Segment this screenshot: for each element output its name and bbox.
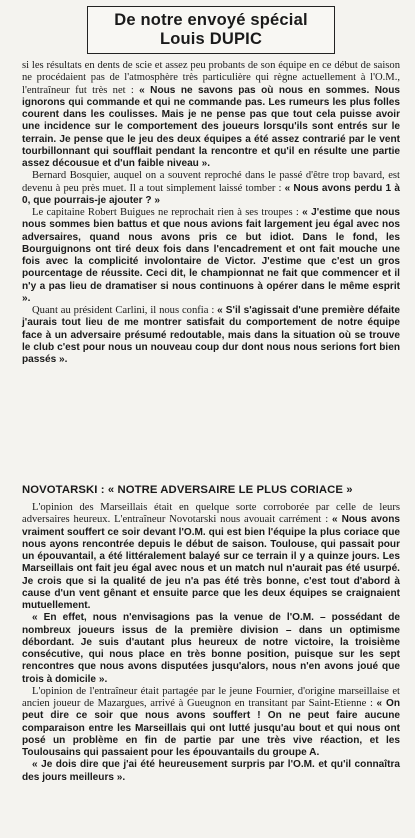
byline-title: De notre envoyé spécial	[114, 11, 308, 29]
quote-text: « On peut dire ce soir que nous avons souffert ! On ne peut faire aucune comparaison entre les Marseillais qui ont lutté jusqu'au bout et qui nous ont posé un problème en fin de partie par une très vive réaction, et les Toulousains qui passaient pour les épouvantails du groupe A.	[22, 698, 400, 758]
paragraph	[22, 207, 400, 305]
quote-text: « Je dois dire que j'ai été heureusement surpris par l'O.M. et qu'il connaîtra des jours meilleurs ».	[22, 759, 400, 783]
quote-text: « S'il s'agissait d'une première défaite j'aurais tout lieu de me montrer satisfait du comportement de notre équipe face à un adversaire présumé redoutable, mais dans la situation où se trouve le club c'est pour nous un nouveau coup dur dont nous nous serions fort bien passés ».	[22, 305, 400, 365]
paragraph	[22, 759, 400, 784]
article-section-2	[22, 502, 400, 784]
byline-author: Louis DUPIC	[159, 30, 263, 48]
paragraph-text: Le capitaine Robert Buigues ne reprochait rien à ses troupes :	[32, 207, 303, 218]
quote-text: « Nous avons perdu 1 à 0, que pourrais-je ajouter ? »	[22, 182, 401, 206]
paragraph	[22, 170, 400, 207]
article-section-1	[22, 60, 400, 366]
paragraph	[22, 686, 400, 760]
quote-text: « Nous avons vraiment souffert ce soir devant l'O.M. qui est bien l'équipe la plus coriace que nous ayons rencontrée depuis le début de saison. Toulouse, qui passait pour un épouvantail, a été littéralement balayé sur ce terrain il y a quinze jours. Les Marseillais ont fait jeu égal avec nous et un match nul n'aurait pas été usurpé. Je crois que si la qualité de jeu n'a pas été très bonne, c'est tout d'abord à cause d'un vent gênant et ensuite parce que les deux équipes se craignaient mutuellement.	[22, 514, 400, 611]
paragraph	[22, 305, 400, 366]
byline-box	[87, 6, 335, 54]
paragraph-text: Quant au président Carlini, il nous confia :	[32, 305, 218, 316]
paragraph	[22, 60, 400, 170]
paragraph-text: si les résultats en dents de scie et assez peu probants de son équipe en ce début de saison ne procédaient pas de l'atmosphère très particulière qui règne actuellement à l'O.M., l'entraîneur fut très net :	[22, 60, 400, 96]
paragraph	[22, 612, 400, 686]
quote-text: « J'estime que nous nous sommes bien battus et que nous avions fait largement jeu égal avec nos adversaires, quand nous avons pris ce but idiot. Dans le fond, les Bourguignons ont tiré deux fois dans l'encadrement et ont fait mouche une fois avec la complicité involontaire de Victor. J'estime que c'est un gros pourcentage de réussite. Ceci dit, le championnat ne fait que commencer et il n'y a pas lieu de dramatiser si nous continuons à opérer dans le même esprit ».	[22, 207, 400, 304]
section-subheading: NOVOTARSKI : « NOTRE ADVERSAIRE LE PLUS CORIACE »	[22, 484, 353, 496]
paragraph-text: Bernard Bosquier, auquel on a souvent reproché dans le passé d'être trop bavard, est devenu à peu près muet. Il a tout simplement laissé tomber :	[22, 170, 400, 194]
quote-text: « Nous ne savons pas où nous en sommes. Nous ignorons qui commande et qui ne commande pas. Les rumeurs les plus folles courent dans les coulisses. Mais je ne pense pas que tout cela puisse avoir une incidence sur le comportement des joueurs lorsqu'ils sont entrés sur le terrain. Je pense que le jeu des deux équipes a été assez contrarié par le vent tourbillonnant qui soufflait pendant la rencontre et qu'il en résulte une partie assez décousue et d'un faible niveau ».	[22, 84, 400, 169]
paragraph-text: L'opinion de l'entraîneur était partagée par le jeune Fournier, d'origine marseillaise et ancien joueur de Mazargues, arrivé à Gueugnon en transitant par Saint-Etienne :	[22, 685, 400, 709]
paragraph-text: L'opinion des Marseillais était en quelque sorte corroborée par celle de leurs adversaires heureux. L'entraîneur Novotarski nous avouait carrément :	[22, 502, 400, 526]
paragraph	[22, 502, 400, 612]
quote-text: « En effet, nous n'envisagions pas la venue de l'O.M. – possédant de nombreux joueurs issus de la première division – dans un optimisme débordant. Je suis d'autant plus heureux de notre victoire, la troisième consécutive, qui nous place en très bonne position, puisque sur les sept rencontres que nous avons disputées jusqu'alors, nous n'en avons joué que trois à domicile ».	[22, 612, 400, 685]
